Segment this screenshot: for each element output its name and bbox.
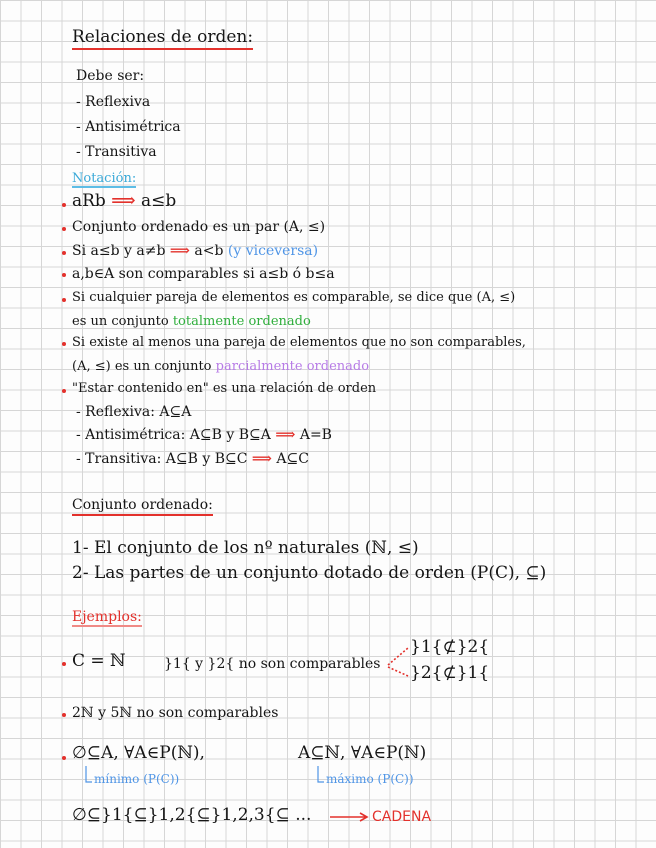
examples-heading: Ejemplos:: [72, 609, 142, 625]
implies-arrow: ⟹: [169, 243, 190, 259]
notation-line-1: aRb ⟹ a≤b: [72, 191, 177, 211]
example-1-result-a: }1{⊄}2{: [410, 637, 490, 657]
example-2: 2ℕ y 5ℕ no son comparables: [72, 705, 279, 721]
subset-antisymmetric: - Antisimétrica: A⊆B y B⊆A ⟹ A=B: [76, 427, 332, 443]
notation-line-8: (A, ≤) es un conjunto parcialmente ordenado: [72, 359, 370, 374]
notation-line-9: "Estar contenido en" es una relación de orden: [72, 381, 377, 396]
min-hook-arrow: [86, 766, 92, 782]
example-3-min-note: mínimo (P(C)): [94, 772, 180, 786]
notation-line-5: Si cualquier pareja de elementos es comparable, se dice que (A, ≤): [72, 290, 516, 305]
example-4-chain: ∅⊆}1{⊆}1,2{⊆}1,2,3{⊆ ...: [72, 805, 312, 825]
chain-label: CADENA: [372, 809, 432, 825]
example-1-text: }1{ y }2{ no son comparables: [164, 656, 381, 672]
arrow-dotted-down: [388, 667, 408, 676]
example-3-max-note: máximo (P(C)): [326, 772, 414, 786]
max-hook-arrow: [318, 766, 324, 782]
property-reflexive: - Reflexiva: [76, 94, 151, 110]
example-3-left: ∅⊆A, ∀A∈P(ℕ),: [72, 743, 205, 763]
implies-arrow: ⟹: [111, 191, 136, 211]
subset-transitive: - Transitiva: A⊆B y B⊆C ⟹ A⊆C: [76, 451, 309, 467]
ordered-set-heading: Conjunto ordenado:: [72, 496, 213, 514]
notation-line-6: es un conjunto totalmente ordenado: [72, 314, 311, 329]
ordered-set-item-1: 1- El conjunto de los nº naturales (ℕ, ≤): [72, 538, 419, 558]
ordered-set-item-2: 2- Las partes de un conjunto dotado de orden (P(C), ⊆): [72, 563, 547, 583]
example-3-right: A⊆ℕ, ∀A∈P(ℕ): [298, 743, 427, 763]
property-transitive: - Transitiva: [76, 144, 157, 160]
notation-line-4: a,b∈A son comparables si a≤b ó b≤a: [72, 266, 335, 282]
implies-arrow: ⟹: [275, 427, 296, 443]
notation-line-2: Conjunto ordenado es un par (A, ≤): [72, 219, 326, 235]
notation-line-3: Si a≤b y a≠b ⟹ a<b (y viceversa): [72, 243, 319, 259]
property-antisymmetric: - Antisimétrica: [76, 119, 181, 135]
notation-heading: Notación:: [72, 171, 137, 186]
implies-arrow: ⟹: [251, 451, 272, 467]
intro-text: Debe ser:: [76, 68, 145, 84]
subset-reflexive: - Reflexiva: A⊆A: [76, 404, 192, 420]
example-1-result-b: }2{⊄}1{: [410, 663, 490, 683]
example-1-set: C = ℕ: [72, 651, 126, 671]
arrow-dotted-up: [388, 648, 408, 665]
chain-arrow: [330, 813, 367, 821]
page-title: Relaciones de orden:: [72, 28, 253, 46]
notation-line-7: Si existe al menos una pareja de elementos que no son comparables,: [72, 335, 526, 350]
